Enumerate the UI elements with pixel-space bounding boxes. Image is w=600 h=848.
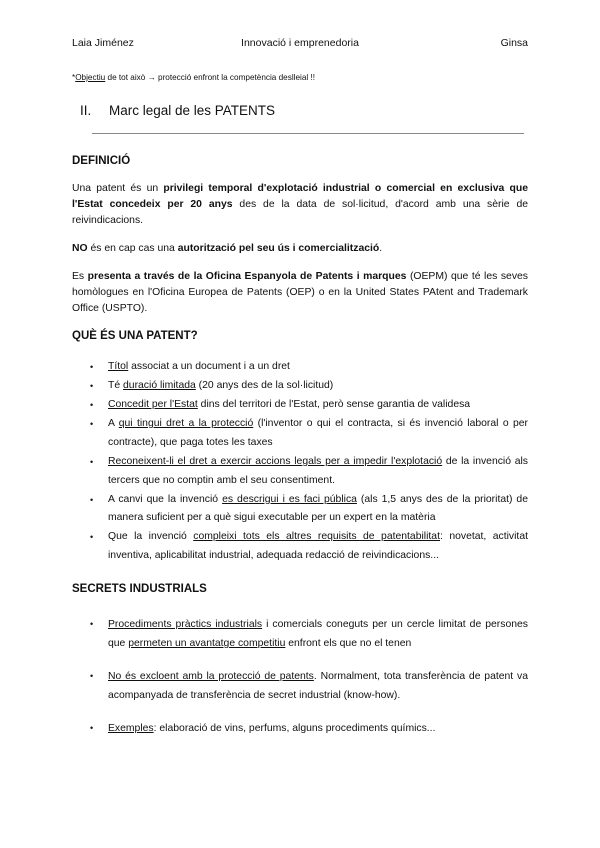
item-underlined: Títol	[108, 361, 129, 372]
list-item	[72, 491, 528, 528]
bullet-icon: •	[90, 419, 94, 430]
section-divider	[92, 133, 524, 134]
bullet-icon: •	[90, 381, 94, 392]
section-title-text: Marc legal de les PATENTS	[109, 103, 276, 118]
item-text: Té	[108, 380, 124, 392]
list-item	[72, 396, 528, 415]
item-text: i comercials coneguts per un cercle limitat de persones que	[108, 619, 528, 649]
item-underlined: Concedit per l'Estat	[108, 399, 198, 411]
item-underlined: qui tingui dret a la protecció	[118, 418, 254, 430]
not-authorization-paragraph	[72, 241, 528, 257]
header-course: Innovació i emprenedoria	[241, 37, 359, 49]
oepm-text-c: (OEPM) que té les seves homòlogues en l'Oficina Europea de Patents (OEP) o en la United States PAtent and Trademark Office (USPTO).	[72, 271, 528, 314]
trade-secrets-list	[72, 615, 528, 752]
patent-features-list	[72, 358, 528, 566]
item-text: A canvi que la invenció	[108, 493, 223, 505]
header-author: Laia Jiménez	[72, 37, 134, 49]
list-item	[72, 453, 528, 490]
section-title	[80, 103, 275, 118]
list-item	[72, 528, 528, 565]
bullet-icon: •	[90, 532, 94, 543]
item-underlined: duració limitada	[123, 380, 196, 392]
no-text: NO	[72, 243, 88, 254]
def-text-a: Una patent és un	[72, 183, 164, 194]
def-text-bold: privilegi temporal d'explotació industrial o comercial en exclusiva que l'Estat concedeix per 20 anys	[72, 183, 529, 210]
header-institution: Ginsa	[500, 37, 528, 49]
heading-definicio: DEFINICIÓ	[72, 155, 131, 167]
objective-note	[72, 73, 315, 82]
list-item	[72, 358, 528, 377]
item-text: (20 anys des de la sol·licitud)	[195, 380, 334, 392]
item-text: : elaboració de vins, perfums, alguns procediments químics...	[153, 723, 436, 734]
oepm-text-bold: presenta a través de la Oficina Espanyola de Patents i marques	[87, 271, 407, 282]
no-text-bold: autorització pel seu ús i comercialització	[177, 243, 380, 254]
item-underlined: es descrigui i es faci pública	[222, 493, 357, 505]
heading-que-es: QUÈ ÉS UNA PATENT?	[72, 330, 198, 342]
section-number: II.	[80, 103, 92, 118]
definition-paragraph	[72, 181, 528, 229]
note-text: de tot això → protecció enfront la competència deslleial !!	[105, 73, 316, 82]
item-text: : novetat, activitat inventiva, aplicabilitat industrial, adequada redacció de reivindicacions...	[108, 531, 528, 561]
item-underlined: Exemples	[108, 723, 154, 734]
item-text: enfront els que no el tenen	[285, 638, 412, 649]
heading-secrets: SECRETS INDUSTRIALS	[72, 583, 207, 595]
item-underlined: Reconeixent-li el dret a exercir accions legals per a impedir l'explotació	[108, 455, 443, 467]
bullet-icon: •	[90, 671, 94, 681]
item-text: A	[108, 418, 119, 430]
item-text: dins del territori de l'Estat, però sense garantia de validesa	[197, 399, 471, 411]
oepm-text-a: Es	[72, 271, 88, 282]
note-star: *	[72, 73, 76, 82]
oepm-paragraph	[72, 269, 528, 317]
list-item	[72, 719, 528, 738]
def-text-c: des de la data de sol·licitud, d'acord amb una sèrie de reivindicacions.	[72, 199, 528, 226]
item-underlined: compleixi tots els altres requisits de patentabilitat	[193, 531, 440, 543]
item-text: associat a un document i a un dret	[128, 361, 290, 372]
list-item	[72, 377, 528, 396]
item-underlined: Procediments pràctics industrials	[108, 619, 263, 630]
item-text: . Normalment, tota transferència de patent va acompanyada de transferència de secret industrial (know-how).	[108, 671, 528, 701]
bullet-icon: •	[90, 400, 94, 411]
list-item	[72, 615, 528, 653]
bullet-icon: •	[90, 456, 94, 467]
note-underlined: Objectiu	[75, 73, 106, 82]
item-underlined: No és excloent amb la protecció de patents	[108, 671, 314, 682]
no-text-mid: és en cap cas una	[87, 243, 178, 254]
page-header	[72, 37, 528, 53]
no-text-end: .	[379, 243, 383, 254]
bullet-icon: •	[90, 723, 94, 733]
bullet-icon: •	[90, 362, 94, 372]
bullet-icon: •	[90, 619, 94, 629]
item-text: Que la invenció	[108, 531, 194, 543]
list-item	[72, 415, 528, 452]
item-underlined: permeten un avantatge competitiu	[128, 638, 286, 649]
item-text: (als 1,5 anys des de la prioritat) de manera suficient per a què sigui executable per un expert en la matèria	[108, 493, 528, 524]
item-text: de la invenció als tercers que no comptin amb el seu consentiment.	[108, 455, 528, 486]
list-item	[72, 667, 528, 705]
bullet-icon: •	[90, 494, 94, 505]
item-text: (l'inventor o qui el contracta, si és invenció laboral o per contracte), que paga totes les taxes	[108, 418, 528, 448]
